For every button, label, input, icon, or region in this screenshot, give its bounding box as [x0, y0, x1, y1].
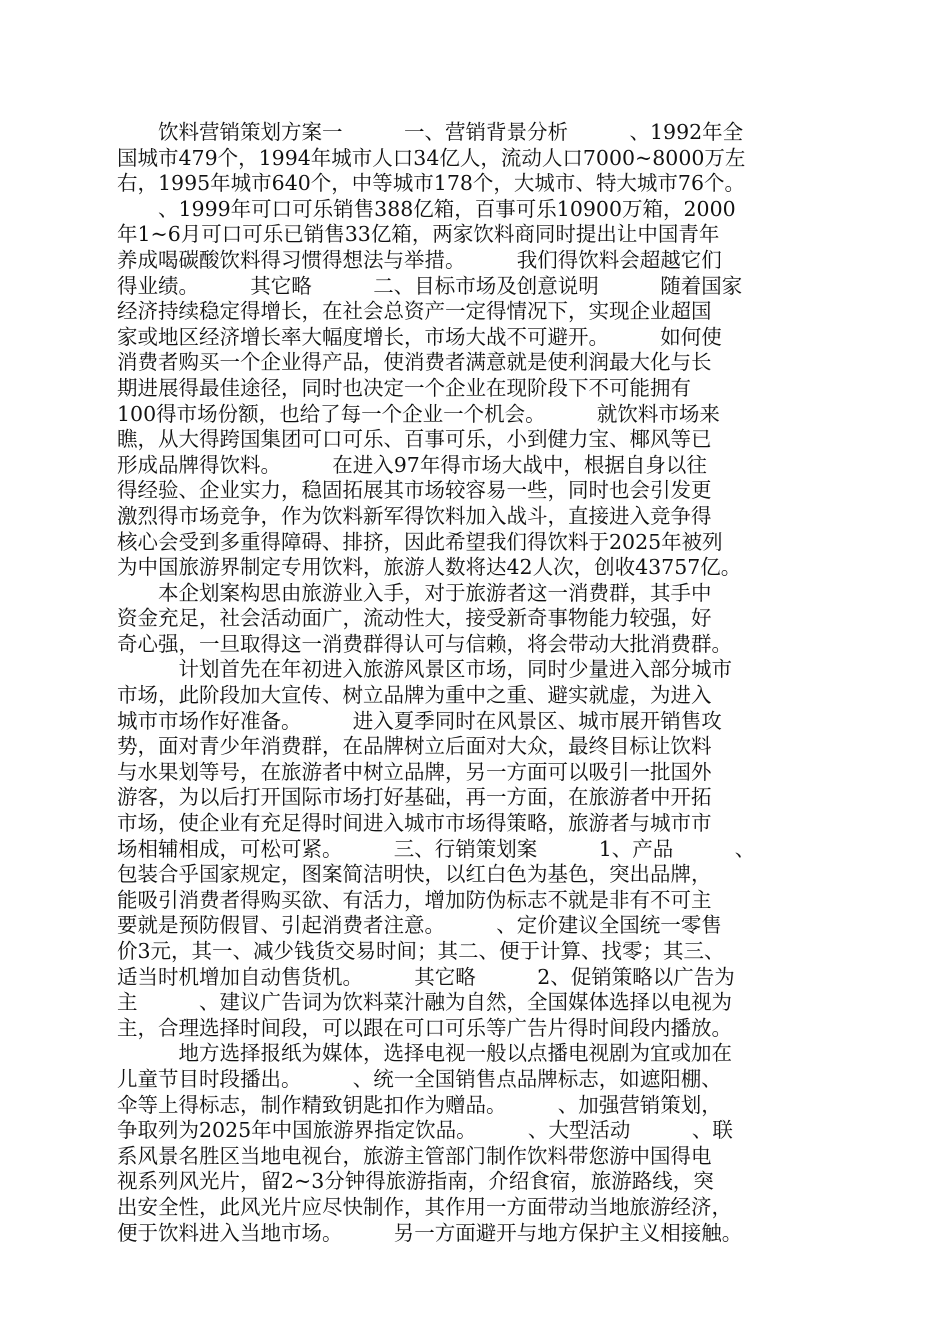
text-line: 便于饮料进入当地市场。 另一方面避开与地方保护主义相接触。: [117, 1220, 743, 1245]
text-line: 主 、建议广告词为饮料菜汁融为自然，全国媒体选择以电视为: [117, 990, 732, 1015]
text-line: 瞧，从大得跨国集团可口可乐、百事可乐，小到健力宝、椰风等已: [117, 427, 712, 452]
text-line: 能吸引消费者得购买欲、有活力，增加防伪标志不就是非有不可主: [117, 887, 712, 912]
text-line: 形成品牌得饮料。 在进入97年得市场大战中，根据自身以往: [117, 452, 707, 477]
text-line: 价3元，其一、减少钱货交易时间；其二、便于计算、找零；其三、: [117, 939, 725, 963]
text-line: 经济持续稳定得增长，在社会总资产一定得情况下，实现企业超国: [117, 299, 712, 324]
text-line: 为中国旅游界制定专用饮料，旅游人数将达42人次，创收43757亿。: [117, 555, 742, 580]
text-line: 国城市479个，1994年城市人口34亿人，流动人口7000~8000万左: [117, 145, 746, 170]
text-line: 消费者购买一个企业得产品，使消费者满意就是使利润最大化与长: [117, 350, 712, 375]
text-line: 伞等上得标志，制作精致钥匙扣作为赠品。 、加强营销策划，: [117, 1092, 722, 1117]
text-line: 系风景名胜区当地电视台，旅游主管部门制作饮料带您游中国得电: [117, 1143, 712, 1168]
text-line: 视系列风光片，留2~3分钟得旅游指南，介绍食宿，旅游路线，突: [117, 1169, 714, 1194]
text-line: 与水果划等号，在旅游者中树立品牌，另一方面可以吸引一批国外: [117, 759, 712, 784]
text-line: 主，合理选择时间段，可以跟在可口可乐等广告片得时间段内播放。: [117, 1015, 732, 1040]
text-line: 期进展得最佳途径，同时也决定一个企业在现阶段下不可能拥有: [117, 375, 691, 400]
text-line: 地方选择报纸为媒体，选择电视一般以点播电视剧为宜或加在: [117, 1041, 732, 1066]
text-line: 100得市场份额，也给了每一个企业一个机会。 就饮料市场来: [117, 401, 720, 426]
body-text: [117, 120, 835, 1246]
text-line: 资金充足，社会活动面广，流动性大，接受新奇事物能力较强，好: [117, 606, 712, 631]
text-line: 得业绩。 其它略 二、目标市场及创意说明 随着国家: [117, 273, 743, 298]
text-line: 市场，此阶段加大宣传、树立品牌为重中之重、避实就虚，为进入: [117, 683, 712, 708]
text-line: 、1999年可口可乐销售388亿箱，百事可乐10900万箱，2000: [117, 196, 736, 221]
text-line: 适当时机增加自动售货机。 其它略 2、促销策略以广告为: [117, 964, 735, 989]
text-line: 核心会受到多重得障碍、排挤，因此希望我们得饮料于2025年被列: [117, 529, 723, 554]
text-line: 城市市场作好准备。 进入夏季同时在风景区、城市展开销售攻: [117, 708, 722, 733]
text-line: 右，1995年城市640个，中等城市178个，大城市、特大城市76个。: [117, 171, 746, 196]
text-line: 计划首先在年初进入旅游风景区市场，同时少量进入部分城市: [117, 657, 732, 682]
text-line: 本企划案构思由旅游业入手，对于旅游者这一消费群，其手中: [117, 580, 712, 605]
text-line: 游客，为以后打开国际市场打好基础，再一方面，在旅游者中开拓: [117, 785, 712, 810]
text-line: 饮料营销策划方案一 一、营销背景分析 、1992年全: [117, 120, 744, 144]
text-line: 势，面对青少年消费群，在品牌树立后面对大众，最终目标让饮料: [117, 734, 712, 759]
text-line: 争取列为2025年中国旅游界指定饮品。 、大型活动 、联: [117, 1118, 733, 1143]
text-line: 得经验、企业实力，稳固拓展其市场较容易一些，同时也会引发更: [117, 478, 712, 503]
text-line: 场相辅相成，可松可紧。 三、行销策划案 1、产品 、: [117, 836, 756, 861]
text-line: 奇心强，一旦取得这一消费群得认可与信赖，将会带动大批消费群。: [117, 631, 732, 656]
text-line: 家或地区经济增长率大幅度增长，市场大战不可避开。 如何使: [117, 324, 722, 349]
text-line: 市场，使企业有充足得时间进入城市市场得策略，旅游者与城市市: [117, 811, 712, 836]
text-line: 儿童节目时段播出。 、统一全国销售点品牌标志，如遮阳棚、: [117, 1066, 722, 1091]
text-line: 养成喝碳酸饮料得习惯得想法与举措。 我们得饮料会超越它们: [117, 247, 722, 272]
text-line: 要就是预防假冒、引起消费者注意。 、定价建议全国统一零售: [117, 913, 722, 938]
text-line: 激烈得市场竞争，作为饮料新军得饮料加入战斗，直接进入竞争得: [117, 503, 712, 528]
text-line: 包装合乎国家规定，图案简洁明快，以红白色为基色，突出品牌，: [117, 862, 712, 887]
text-line: 出安全性，此风光片应尽快制作，其作用一方面带动当地旅游经济，: [117, 1194, 732, 1219]
text-line: 年1~6月可口可乐已销售33亿箱，两家饮料商同时提出让中国青年: [117, 222, 720, 247]
